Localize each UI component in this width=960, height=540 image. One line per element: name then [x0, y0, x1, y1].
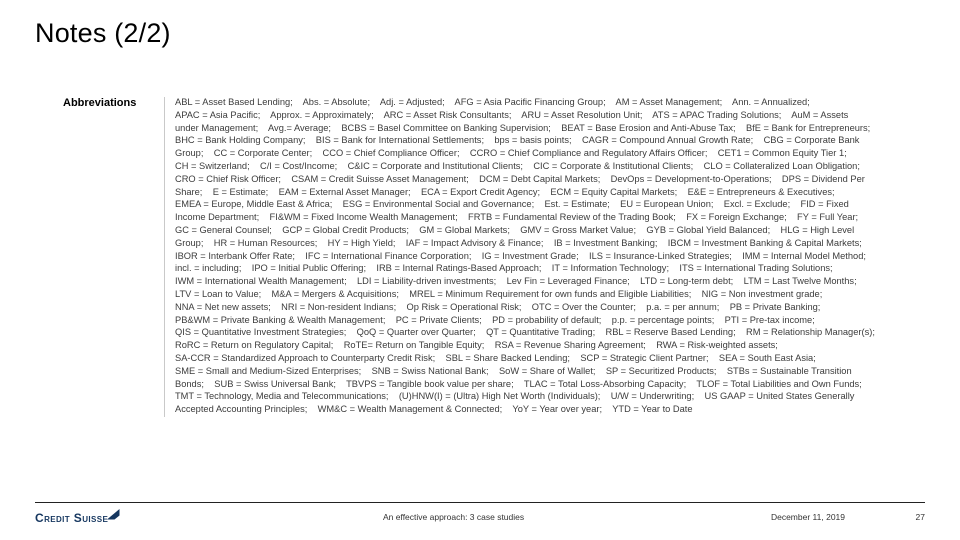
abbreviation-line: IBOR = Interbank Offer Rate; IFC = International Finance Corporation; IG = Investment Grade; ILS = Insurance-Linked Strategies; IMM = Internal Model Method;: [175, 250, 866, 261]
abbreviation-line: Group; CC = Corporate Center; CCO = Chief Compliance Officer; CCRO = Chief Compliance and Regulatory Affairs Officer; CET1 = Common Equity Tier 1;: [175, 148, 847, 159]
abbreviation-line: CRO = Chief Risk Officer; CSAM = Credit Suisse Asset Management; DCM = Debt Capital Markets; DevOps = Development-to-Operations; DPS = Dividend Per: [175, 173, 865, 184]
abbreviation-line: NNA = Net new assets; NRI = Non-resident Indians; Op Risk = Operational Risk; OTC = Over the Counter; p.a. = per annum; PB = Private Banking;: [175, 301, 821, 312]
abbreviation-line: Bonds; SUB = Swiss Universal Bank; TBVPS = Tangible book value per share; TLAC = Total Loss-Absorbing Capacity; TLOF = Total Liabilities and Own Funds;: [175, 378, 862, 389]
abbreviation-line: SA-CCR = Standardized Approach to Counterparty Credit Risk; SBL = Share Backed Lending; SCP = Strategic Client Partner; SEA = South East Asia;: [175, 352, 816, 363]
page-number: 27: [915, 512, 925, 522]
sail-icon: [107, 509, 120, 520]
abbreviation-line: Income Department; FI&WM = Fixed Income Wealth Management; FRTB = Fundamental Review of the Trading Book; FX = Foreign Exchange; FY = Full Year;: [175, 212, 859, 223]
page-title: Notes (2/2): [35, 18, 171, 48]
abbreviation-line: APAC = Asia Pacific; Approx. = Approximately; ARC = Asset Risk Consultants; ARU = Asset Resolution Unit; ATS = APAC Trading Solutions; AuM = Assets: [175, 109, 849, 120]
abbreviation-line: TMT = Technology, Media and Telecommunications; (U)HNW(I) = (Ultra) High Net Worth (Individuals); U/W = Underwriting; US GAAP = United States Generally: [175, 391, 855, 402]
abbreviation-line: RoRC = Return on Regulatory Capital; RoTE= Return on Tangible Equity; RSA = Revenue Sharing Agreement; RWA = Risk-weighted assets;: [175, 340, 778, 351]
logo-wordmark: Credit Suisse: [35, 511, 109, 525]
abbreviation-line: EMEA = Europe, Middle East & Africa; ESG = Environmental Social and Governance; Est. = Estimate; EU = European Union; Excl. = Exclude; FID = Fixed: [175, 199, 849, 210]
abbreviation-line: BHC = Bank Holding Company; BIS = Bank for International Settlements; bps = basis points; CAGR = Compound Annual Growth Rate; CBG = Corporate Bank: [175, 135, 860, 146]
abbreviation-line: SME = Small and Medium-Sized Enterprises; SNB = Swiss National Bank; SoW = Share of Wallet; SP = Securitized Products; STBs = Sustainable Transition: [175, 365, 852, 376]
abbreviation-line: PB&WM = Private Banking & Wealth Management; PC = Private Clients; PD = probability of default; p.p. = percentage points; PTI = Pre-tax income;: [175, 314, 815, 325]
abbreviation-line: IWM = International Wealth Management; LDI = Liability-driven investments; Lev Fin = Leveraged Finance; LTD = Long-term debt; LTM = Last Twelve Months;: [175, 276, 857, 287]
footer-presentation-title: An effective approach: 3 case studies: [383, 512, 525, 522]
credit-suisse-logo: [35, 509, 120, 524]
abbreviations-text: [175, 96, 939, 416]
abbreviation-line: Share; E = Estimate; EAM = External Asset Manager; ECA = Export Credit Agency; ECM = Equity Capital Markets; E&E = Entrepreneurs & Executives;: [175, 186, 835, 197]
footer-divider: [35, 502, 925, 503]
abbreviation-line: Group; HR = Human Resources; HY = High Yield; IAF = Impact Advisory & Finance; IB = Investment Banking; IBCM = Investment Banking & Capital Markets;: [175, 237, 862, 248]
abbreviation-line: CH = Switzerland; C/I = Cost/Income; C&IC = Corporate and Institutional Clients; CIC = Corporate & Institutional Clients; CLO = Collateralized Loan Obligation;: [175, 160, 860, 171]
abbreviation-line: QIS = Quantitative Investment Strategies; QoQ = Quarter over Quarter; QT = Quantitative Trading; RBL = Reserve Based Lending; RM = Relationship Manager(s);: [175, 327, 875, 338]
abbreviation-line: LTV = Loan to Value; M&A = Mergers & Acquisitions; MREL = Minimum Requirement for own funds and Eligible Liabilities; NIG = Non investment grade;: [175, 288, 823, 299]
abbreviation-line: incl. = including; IPO = Initial Public Offering; IRB = Internal Ratings-Based Approach; IT = Information Technology; ITS = International Trading Solutions;: [175, 263, 833, 274]
footer-date: December 11, 2019: [770, 512, 845, 522]
abbreviation-line: under Management; Avg.= Average; BCBS = Basel Committee on Banking Supervision; BEAT = Base Erosion and Anti-Abuse Tax; BfE = Bank for Entrepreneurs;: [175, 122, 871, 133]
abbreviations-label: Abbreviations: [63, 97, 137, 109]
abbreviation-line: Accepted Accounting Principles; WM&C = Wealth Management & Connected; YoY = Year over year; YTD = Year to Date: [175, 404, 693, 415]
vertical-divider: [164, 97, 165, 417]
abbreviation-line: GC = General Counsel; GCP = Global Credit Products; GM = Global Markets; GMV = Gross Market Value; GYB = Global Yield Balanced; HLG = High Level: [175, 224, 855, 235]
abbreviation-line: ABL = Asset Based Lending; Abs. = Absolute; Adj. = Adjusted; AFG = Asia Pacific Financing Group; AM = Asset Management; Ann. = Annualized;: [175, 97, 810, 107]
